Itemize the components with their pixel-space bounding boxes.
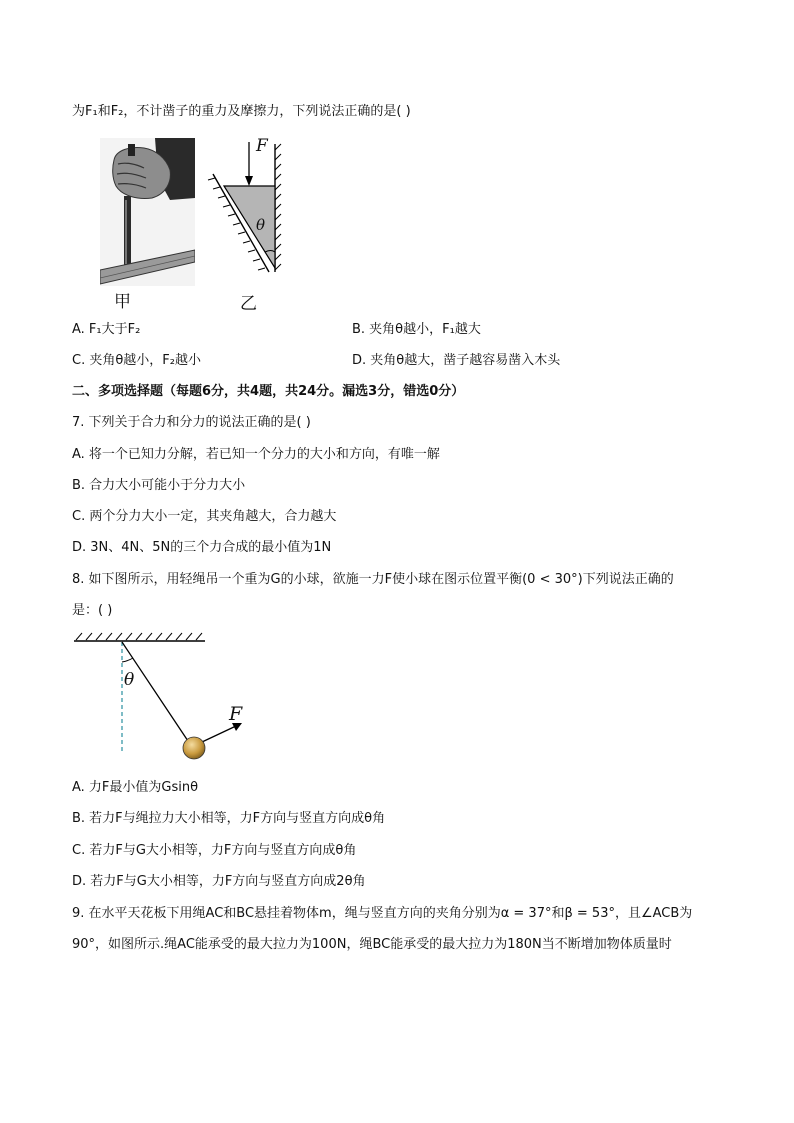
section-title: 二、多项选择题（每题6分，共4题，共24分。漏选3分，错选0分） bbox=[72, 384, 465, 399]
q9-line1: 9. 在水平天花板下用绳AC和BC悬挂着物体m，绳与竖直方向的夹角分别为α = 37°和β = 53°，且∠ACB为 bbox=[72, 906, 693, 921]
pendulum-diagram bbox=[72, 630, 262, 766]
q7-option-d: D. 3N、4N、5N的三个力合成的最小值为1N bbox=[72, 540, 332, 555]
q6-option-a: A. F₁大于F₂ bbox=[72, 322, 141, 337]
figure-label-jia: 甲 bbox=[114, 292, 131, 312]
q7-option-a: A. 将一个已知力分解，若已知一个分力的大小和方向，有唯一解 bbox=[72, 447, 440, 462]
q9-line2: 90°，如图所示.绳AC能承受的最大拉力为100N，绳BC能承受的最大拉力为180N当不断增加物体质量时 bbox=[72, 937, 672, 952]
q7-option-c: C. 两个分力大小一定，其夹角越大，合力越大 bbox=[72, 509, 337, 524]
force-label-f: F bbox=[256, 136, 268, 156]
q6-option-c: C. 夹角θ越小，F₂越小 bbox=[72, 353, 201, 368]
angle-label-theta: θ bbox=[256, 216, 266, 234]
q7-option-b: B. 合力大小可能小于分力大小 bbox=[72, 478, 246, 493]
q8-stem-line2: 是：( ) bbox=[72, 603, 113, 618]
figure-label-yi: 乙 bbox=[240, 294, 257, 314]
q8-option-b: B. 若力F与绳拉力大小相等，力F方向与竖直方向成θ角 bbox=[72, 811, 386, 826]
q8-option-d: D. 若力F与G大小相等，力F方向与竖直方向成2θ角 bbox=[72, 874, 366, 889]
q7-stem: 7. 下列关于合力和分力的说法正确的是( ) bbox=[72, 415, 311, 430]
pendulum-angle-label: θ bbox=[124, 670, 135, 690]
chisel-photo-figure bbox=[100, 138, 195, 286]
wedge-diagram bbox=[205, 138, 290, 286]
q6-option-b: B. 夹角θ越小，F₁越大 bbox=[352, 322, 481, 337]
q8-stem-line1: 8. 如下图所示，用轻绳吊一个重为G的小球，欲施一力F使小球在图示位置平衡(0 < 30°)下列说法正确的 bbox=[72, 572, 674, 587]
q6-option-d: D. 夹角θ越大，凿子越容易凿入木头 bbox=[352, 353, 561, 368]
q6-stem: 为F₁和F₂，不计凿子的重力及摩擦力，下列说法正确的是( ) bbox=[72, 104, 411, 119]
q8-option-a: A. 力F最小值为Gsinθ bbox=[72, 780, 199, 795]
pendulum-force-label: F bbox=[229, 703, 243, 725]
q8-option-c: C. 若力F与G大小相等，力F方向与竖直方向成θ角 bbox=[72, 843, 357, 858]
